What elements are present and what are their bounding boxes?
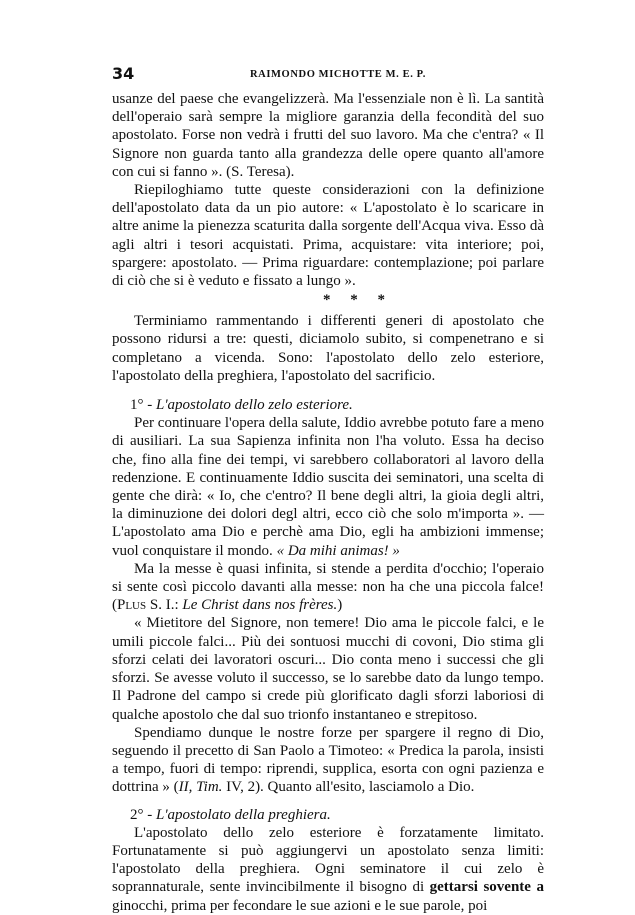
paragraph-5-text: Ma la messe è quasi infinita, si stende a perdita d'occhio; l'operaio si sente così piccolo davanti alla messe: non ha che una piccola falce! ( (112, 560, 544, 614)
paragraph-7-tail: IV, 2). Quanto all'esito, lasciamolo a Dio. (222, 779, 475, 796)
paragraph-4-text: Per continuare l'opera della salute, Iddio avrebbe potuto fare a meno di ausiliari. La sua Sapienza infinita non l'ha voluto. Essa ha deciso che, fino alla fine dei tempi, vi sarebbero collaboratori al lavoro della redenzione. E continuamente Iddio suscita dei seminatori, una scelta di gente che dirà: « Io, che c'entro? Il bene degli altri, la gioia degli altri, la diminuzione dei dolori degl altri, ecco ciò che solo m'importa ». — L'apostolato ama Dio e perchè ama Dio, egli ha ambizioni immense; vuol conquistare il mondo. (112, 415, 544, 559)
body-text (112, 90, 544, 915)
citation-close: ) (337, 597, 343, 614)
section-1-heading (112, 396, 544, 414)
section-2-heading (112, 806, 544, 824)
section-2-number: 2° - (130, 806, 156, 823)
paragraph-3: Terminiamo rammentando i differenti generi di apostolato che possono ridursi a tre: questi, diciamolo subito, si compenetrano e si completano a vicenda. Sono: l'apostolato dello zelo esteriore, l'apostolato della preghiera, l'apostolato del sacrificio. (112, 313, 544, 384)
scripture-reference: II, Tim. (178, 779, 223, 796)
page-header (112, 64, 544, 84)
section-1-number: 1° - (130, 397, 156, 414)
paragraph-6: « Mietitore del Signore, non temere! Dio ama le piccole falci, e le umili piccole falci... Più dei sontuosi mucchi di covoni, Dio stima gli sforzi celati dei lavoratori oscuri... Dio conta meno i successi che gli sforzi. Se avesse voluto il successo, se lo sarebbe dato da lungo tempo. Il Padrone del campo si crede più glorificato dagli sforzi laboriosi di qualche apostolo che dal suo trionfo instantaneo e strepitoso. (112, 615, 544, 723)
paragraph-8-tail: ginocchi, prima per fecondare le sue azioni e le sue parole, poi (112, 897, 488, 914)
paragraph-8-text: L'apostolato dello zelo esteriore è forzatamente limitato. Fortunatamente si può aggiungervi un apostolato senza limiti: l'apostolato della preghiera. Ogni seminatore il cui zelo è soprannaturale, sente invincibilmente il bisogno di (112, 824, 544, 896)
running-title: RAIMONDO MICHOTTE M. E. P. (250, 69, 426, 80)
paragraph-4 (112, 414, 544, 560)
section-separator: * * * (323, 292, 393, 309)
paragraph-5 (112, 560, 544, 615)
paragraph-1: usanze del paese che evangelizzerà. Ma l'essenziale non è lì. La santità dell'operaio sarà sempre la migliore garanzia della fecondità del suo apostolato. Forse non vedrà i frutti del suo lavoro. Ma che c'entra? « Il Signore non guarda tanto alla grandezza delle opere quanto all'amore con cui si fanno ». (S. Teresa). (112, 91, 544, 180)
citation-author: Plus S. I. (117, 597, 175, 614)
paragraph-7 (112, 724, 544, 797)
paragraph-8-bold: gettarsi sovente a (429, 879, 544, 896)
paragraph-8 (112, 824, 544, 915)
spacer (112, 385, 544, 393)
paragraph-4-quote: « Da mihi animas! » (276, 542, 400, 559)
spacer (112, 797, 544, 803)
section-2-title: L'apostolato della preghiera. (156, 806, 331, 823)
citation-title: Le Christ dans nos frères. (182, 597, 338, 614)
paragraph-7-text: Spendiamo dunque le nostre forze per spargere il regno di Dio, seguendo il precetto di San Paolo a Timoteo: « Predica la parola, insisti a tempo, fuori di tempo: riprendi, supplica, esorta con ogni pazienza e dottrina » ( (112, 724, 544, 796)
section-1-title: L'apostolato dello zelo esteriore. (156, 397, 353, 414)
page-number: 34 (112, 64, 135, 83)
paragraph-2: Riepiloghiamo tutte queste considerazioni con la definizione dell'apostolato data da un pio autore: « L'apostolato è lo scaricare in altre anime la pienezza scaturita dalla sorgente dell'Acqua viva. Esso dà agli altri i tesori acquistati. Prima, acquistare: vita interiore; poi, spargere: apostolato. — Prima riguardare: contemplazione; poi parlare di ciò che si è veduto e fissato a lungo ». (112, 182, 544, 290)
citation-separator: : (174, 597, 183, 614)
